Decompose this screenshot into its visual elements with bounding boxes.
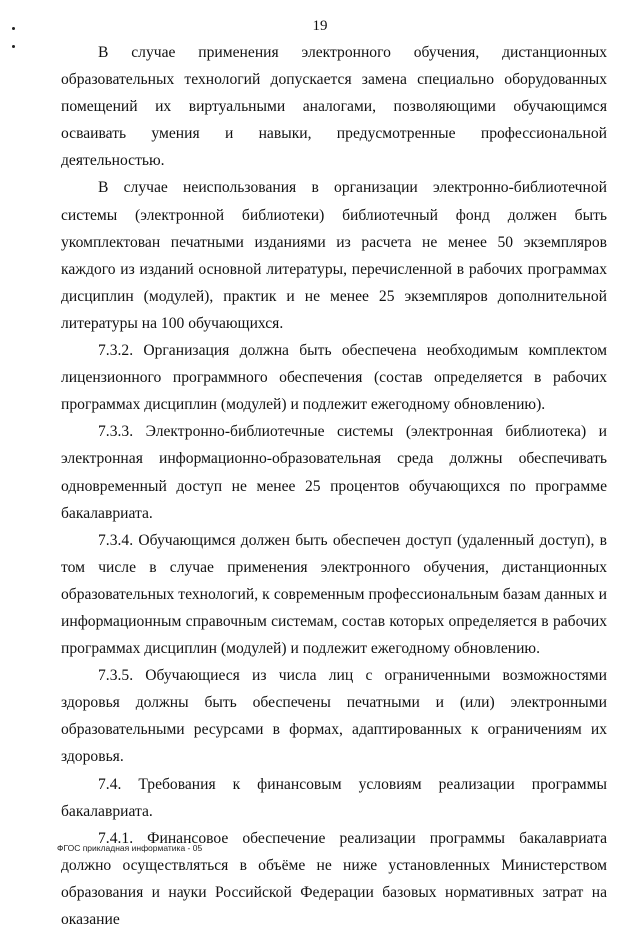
paragraph: В случае применения электронного обучения, дистанционных образовательных технологий допускается замена специально оборудованных помещений их виртуальными аналогами, позволяющими обучающимся осваивать умения и навыки, предусмотренные профессиональной деятельностью. (61, 44, 607, 170)
paragraph: 7.4.1. Финансовое обеспечение реализации программы бакалавриата должно осуществляться в объёме не ниже установленных Министерством образования и науки Российской Федерации базовых нормативных затрат на оказание (61, 829, 607, 928)
scan-mark-dot (12, 45, 15, 48)
paragraph: 7.3.5. Обучающиеся из числа лиц с ограниченными возможностями здоровья должны быть обеспечены печатными и (или) электронными образовательными ресурсами в формах, адаптированных к ограничениям их здоровья. (61, 667, 607, 766)
document-body (61, 39, 607, 933)
paragraph: 7.3.3. Электронно-библиотечные системы (электронная библиотека) и электронная информационно-образовательная среда должны обеспечивать одновременный доступ не менее 25 процентов обучающихся по программе бакалавриата. (61, 423, 607, 522)
page-number: 19 (312, 18, 328, 34)
paragraph: 7.4. Требования к финансовым условиям реализации программы бакалавриата. (61, 775, 607, 820)
page-footer: ФГОС прикладная информатика - 05 (57, 843, 203, 853)
paragraph: В случае неиспользования в организации электронно-библиотечной системы (электронной библиотеки) библиотечный фонд должен быть укомплектован печатными изданиями из расчета не менее 50 экземпляров каждого из изданий основной литературы, перечисленной в рабочих программах дисциплин (модулей), практик и не менее 25 экземпляров дополнительной литературы на 100 обучающихся. (61, 179, 607, 332)
paragraph: 7.3.2. Организация должна быть обеспечена необходимым комплектом лицензионного программного обеспечения (состав определяется в рабочих программах дисциплин (модулей) и подлежит ежегодному обновлению). (61, 342, 607, 414)
scan-mark-dot (12, 27, 15, 30)
paragraph: 7.3.4. Обучающимся должен быть обеспечен доступ (удаленный доступ), в том числе в случае применения электронного обучения, дистанционных образовательных технологий, к современным профессиональным базам данных и информационным справочным системам, состав которых определяется в рабочих программах дисциплин (модулей) и подлежит ежегодному обновлению. (61, 531, 607, 658)
